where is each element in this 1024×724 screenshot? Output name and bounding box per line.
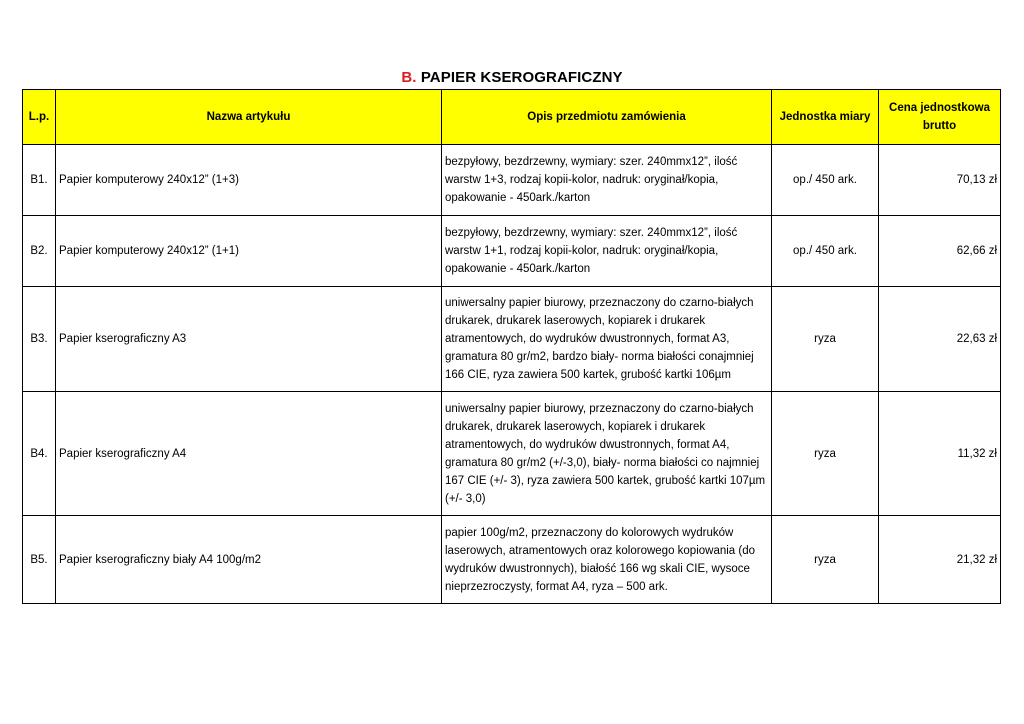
row-price: 70,13 zł [879,145,1001,216]
row-price: 11,32 zł [879,392,1001,516]
row-lp: B1. [23,145,56,216]
table-row [23,287,1001,392]
table-header-row [23,90,1001,145]
section-letter: B. [401,69,417,86]
row-unit: ryza [772,392,879,516]
row-name: Papier kserograficzny A3 [56,287,442,392]
order-table [22,89,1001,604]
header-lp: L.p. [23,90,56,145]
row-unit: ryza [772,516,879,604]
table-row [23,216,1001,287]
row-desc: bezpyłowy, bezdrzewny, wymiary: szer. 240mmx12”, ilość warstw 1+3, rodzaj kopii-kolor, nadruk: oryginał/kopia, opakowanie - 450ark./karton [442,145,772,216]
row-desc: uniwersalny papier biurowy, przeznaczony do czarno-białych drukarek, drukarek laserowych, kopiarek i drukarek atramentowych, do wydruków dwustronnych, format A3, gramatura 80 gr/m2, bardzo biały- norma białości conajmniej 166 CIE, ryza zawiera 500 kartek, grubość kartki 106µm [442,287,772,392]
row-desc: papier 100g/m2, przeznaczony do kolorowych wydruków laserowych, atramentowych oraz kolorowego kopiowania (do wydruków dwustronnych), białość 166 wg skali CIE, wysoce nieprzezroczysty, format A4, ryza – 500 ark. [442,516,772,604]
table-row [23,145,1001,216]
header-desc: Opis przedmiotu zamówienia [442,90,772,145]
row-desc: bezpyłowy, bezdrzewny, wymiary: szer. 240mmx12”, ilość warstw 1+1, rodzaj kopii-kolor, nadruk: oryginał/kopia, opakowanie - 450ark./karton [442,216,772,287]
row-name: Papier komputerowy 240x12” (1+3) [56,145,442,216]
row-lp: B5. [23,516,56,604]
row-unit: ryza [772,287,879,392]
row-price: 21,32 zł [879,516,1001,604]
page-title [0,68,1024,88]
row-name: Papier kserograficzny biały A4 100g/m2 [56,516,442,604]
row-lp: B4. [23,392,56,516]
row-lp: B2. [23,216,56,287]
header-name: Nazwa artykułu [56,90,442,145]
row-name: Papier komputerowy 240x12” (1+1) [56,216,442,287]
row-unit: op./ 450 ark. [772,145,879,216]
row-lp: B3. [23,287,56,392]
header-price: Cena jednostkowa brutto [879,90,1001,145]
row-name: Papier kserograficzny A4 [56,392,442,516]
row-price: 22,63 zł [879,287,1001,392]
row-price: 62,66 zł [879,216,1001,287]
table-row [23,392,1001,516]
section-title-text: PAPIER KSEROGRAFICZNY [416,69,623,86]
header-unit: Jednostka miary [772,90,879,145]
row-desc: uniwersalny papier biurowy, przeznaczony do czarno-białych drukarek, drukarek laserowych, kopiarek i drukarek atramentowych, do wydruków dwustronnych, format A4, gramatura 80 gr/m2 (+/-3,0), biały- norma białości co najmniej 167 CIE (+/- 3), ryza zawiera 500 kartek, grubość kartki 107µm (+/- 3,0) [442,392,772,516]
table-row [23,516,1001,604]
row-unit: op./ 450 ark. [772,216,879,287]
